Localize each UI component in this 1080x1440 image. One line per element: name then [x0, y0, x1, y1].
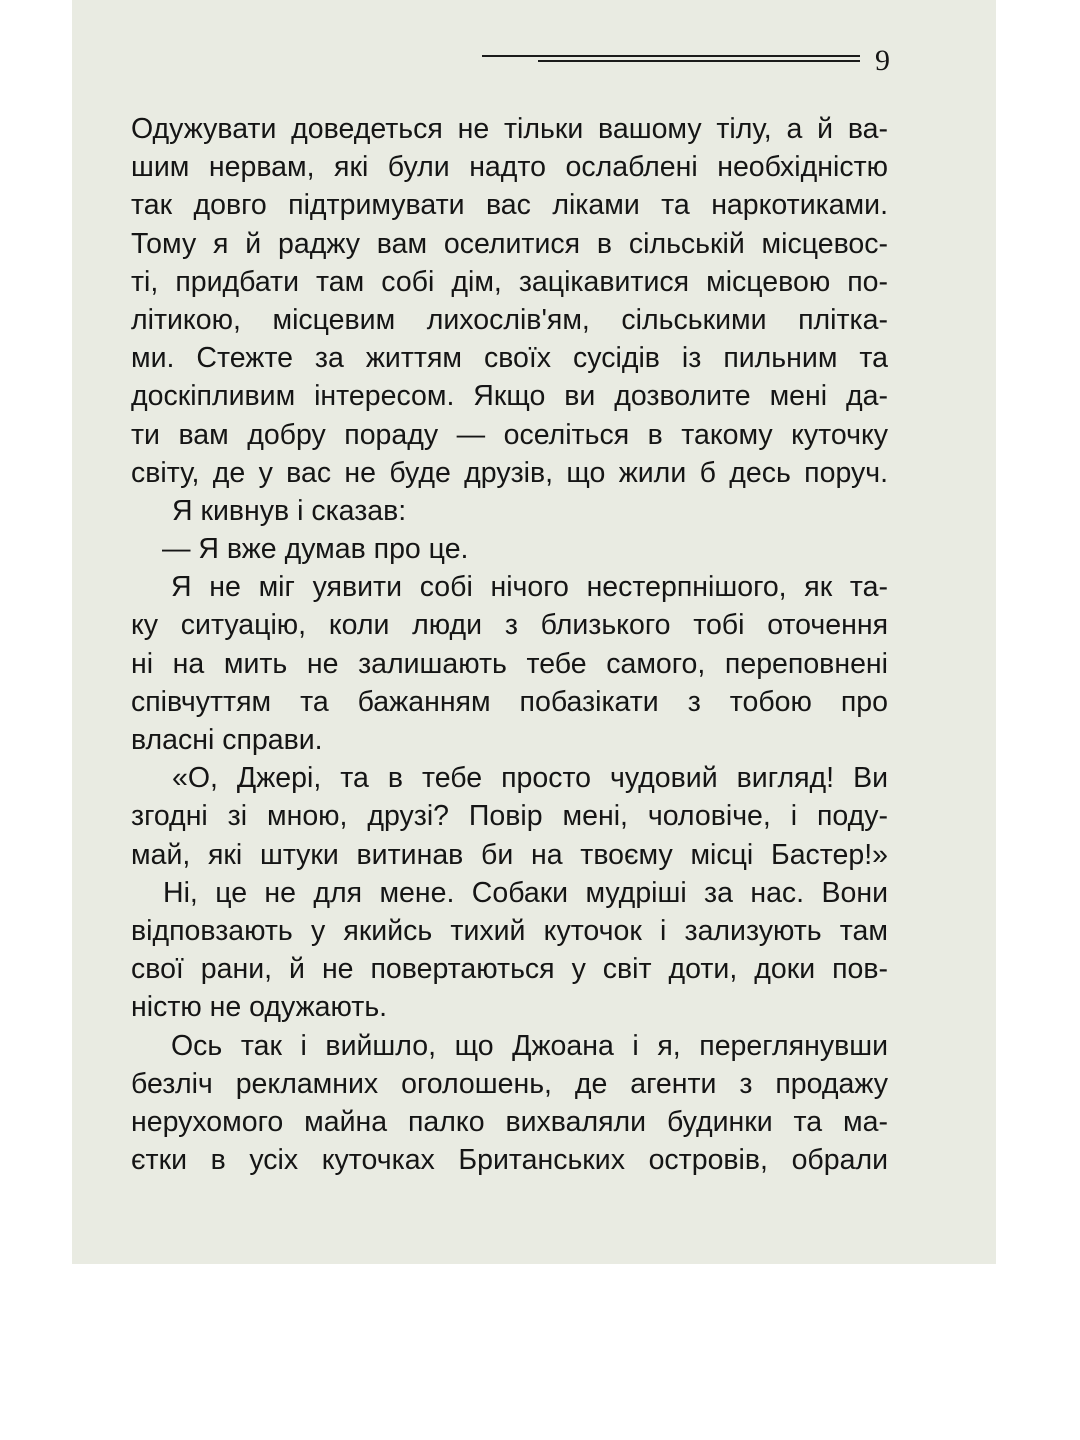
text-line: безліч рекламних оголошень, де агенти з продажу: [131, 1067, 888, 1100]
text-line: — Я вже думав про це.: [162, 533, 469, 566]
text-line: Я не міг уявити собі нічого нестерпнішого, як та-: [171, 571, 888, 604]
text-line: літикою, місцевим лихослів'ям, сільськими плітка-: [131, 303, 888, 336]
text-line: ти вам добру пораду — оселіться в такому куточку: [131, 418, 888, 451]
header-rule-top-line: [482, 55, 860, 57]
text-line: Ось так і вийшло, що Джоана і я, переглянувши: [171, 1029, 888, 1062]
text-line: ми. Стежте за життям своїх сусідів із пильним та: [131, 342, 888, 375]
text-line: шим нервам, які були надто ослаблені необхідністю: [131, 151, 888, 184]
header-rule: [482, 55, 860, 62]
text-line: Ні, це не для мене. Собаки мудріші за нас. Вони: [163, 876, 888, 909]
page-number: 9: [875, 44, 890, 77]
text-line: ні на мить не залишають тебе самого, переповнені: [131, 647, 888, 680]
text-line: так довго підтримувати вас ліками та наркотиками.: [131, 189, 888, 222]
text-line: власні справи.: [131, 724, 323, 756]
text-line: ку ситуацію, коли люди з близького тобі оточення: [131, 609, 888, 642]
text-line: нерухомого майна палко вихваляли будинки та ма-: [131, 1105, 888, 1138]
text-line: Одужувати доведеться не тільки вашому тілу, а й ва-: [131, 113, 888, 145]
text-line: світу, де у вас не буде друзів, що жили б десь поруч.: [131, 456, 888, 489]
text-line: співчуттям та бажанням побазікати з тобою про: [131, 685, 888, 718]
text-line: «О, Джері, та в тебе просто чудовий вигляд! Ви: [172, 762, 888, 795]
text-line: єтки в усіх куточках Британських островів, обрали: [131, 1144, 888, 1177]
header-rule-bottom-line: [538, 60, 860, 62]
text-line: відповзають у якийсь тихий куточок і зализують там: [131, 914, 888, 947]
text-line: май, які штуки витинав би на твоєму місці Бастер!»: [131, 838, 888, 871]
text-line: ністю не одужають.: [131, 991, 388, 1024]
text-line: Тому я й раджу вам оселитися в сільській місцевос-: [131, 227, 888, 260]
body-text: [131, 110, 888, 1179]
text-line: Я кивнув і сказав:: [172, 494, 407, 527]
text-line: свої рани, й не повертаються у світ доти, доки пов-: [131, 953, 888, 986]
text-line: ті, придбати там собі дім, зацікавитися місцевою по-: [131, 265, 888, 298]
text-line: згодні зі мною, друзі? Повір мені, чоловіче, і поду-: [131, 800, 888, 833]
text-line: доскіпливим інтересом. Якщо ви дозволите мені да-: [131, 380, 888, 413]
